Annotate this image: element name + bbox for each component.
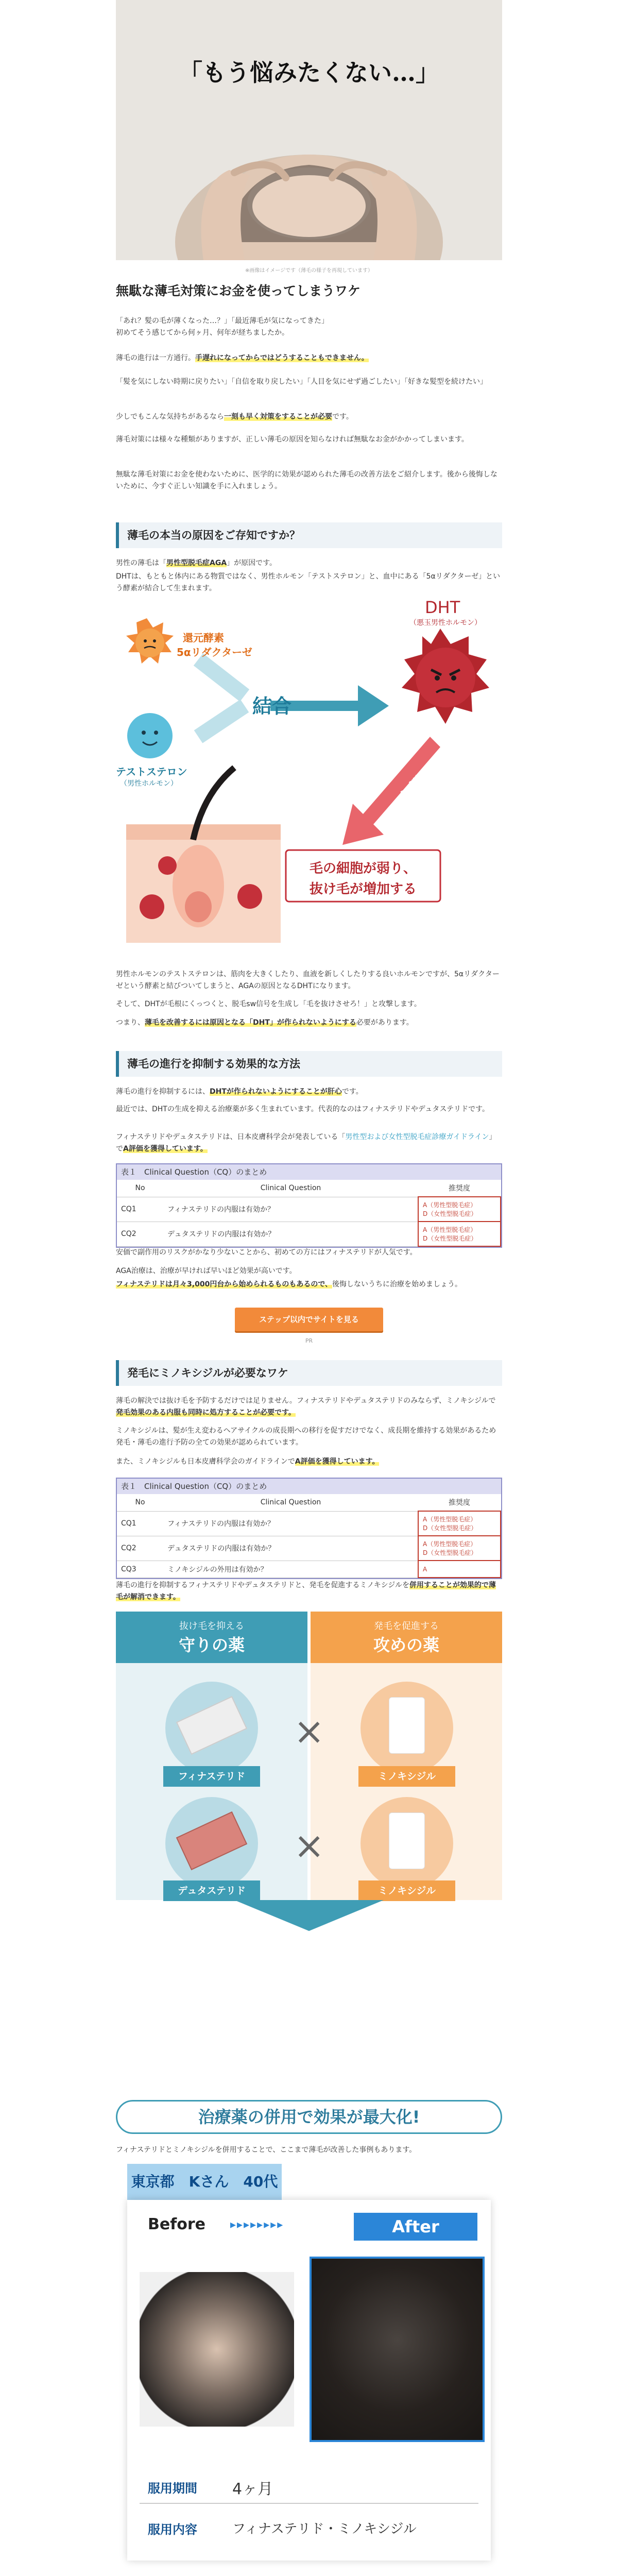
hero-caption: ※画像はイメージです（薄毛の様子を再現しています）: [245, 268, 373, 274]
s1-paragraph-5: 薄毛対策には様々な種類がありますが、正しい薄毛の原因を知らなければ無駄なお金がかかってしまいます。: [116, 435, 469, 444]
table-row: CQ1 フィナステリドの内服は有効か？ A（男性型脱毛症） D（女性型脱毛症）: [117, 1511, 501, 1536]
hero-illustration: [116, 0, 502, 260]
attack-label: 攻撃: [393, 772, 433, 812]
times-icon-2: ×: [294, 1824, 325, 1867]
s2-paragraph-3: 男性ホルモンのテストステロンは、筋肉を大きくしたり、血液を新しくしたりする良いホルモンですが、5αリダクターゼという酵素と結びついてしまうと、AGAの原因となるDHTになります。: [116, 970, 500, 990]
s4-paragraph-4: 薄毛の進行を抑制するフィナステリドやデュタステリドと、発毛を促進するミノキシジルを併用することが効果的で薄毛が解消できます。: [116, 1581, 496, 1601]
offense-header: 発毛を促進する 攻めの薬: [311, 1612, 502, 1663]
testosterone-label: テストステロン: [116, 766, 187, 778]
s3-paragraph-2: 最近では、DHTの生成を抑える治療薬が多く生まれています。代表的なのはフィナステリドやデュタステリドです。: [116, 1105, 489, 1113]
col-rec: 推奨度: [418, 1180, 501, 1197]
hero-quote: 「もう悩みたくない…」: [179, 59, 439, 87]
testosterone-sub: （男性ホルモン）: [120, 779, 178, 788]
case-body: [127, 2200, 491, 2561]
before-label: Before: [148, 2215, 206, 2233]
finasteride-pill-image: [165, 1682, 258, 1774]
s3-paragraph-5: AGA治療は、治療が早ければ早いほど効果が高いです。: [116, 1267, 297, 1275]
s1-paragraph-2: 薄毛の進行は一方通行。手遅れになってからではどうすることもできません。: [116, 354, 369, 362]
minoxidil-bottle-image-2: [360, 1797, 453, 1890]
dht-icon: [402, 629, 489, 724]
s3-paragraph-3: フィナステリドやデュタステリドは、日本皮膚科学会が発表している「男性型および女性型脱毛症診療ガイドライン」でA評価を獲得しています。: [116, 1133, 496, 1153]
defense-header: 抜け毛を抑える 守りの薬: [116, 1612, 307, 1663]
enzyme-label-2: 5αリダクターゼ: [177, 646, 252, 658]
effect-line-2: 抜け毛が増加する: [309, 882, 417, 897]
s1-paragraph-6: 無駄な薄毛対策にお金を使わないために、医学的に効果が認められた薄毛の改善方法をご紹介します。後から後悔しないために、今すぐ正しい知識を手に入れましょう。: [116, 470, 497, 490]
testosterone-icon: [127, 713, 173, 758]
clinical-question-table-1: [116, 1163, 502, 1248]
s2-paragraph-1: 男性の薄毛は「男性型脱毛症AGA」が原因です。: [116, 559, 277, 567]
table-title: 表１ Clinical Question（CQ）のまとめ: [117, 1479, 501, 1494]
table-row: CQ2 デュタステリドの内服は有効か？ A（男性型脱毛症） D（女性型脱毛症）: [117, 1222, 501, 1246]
s2-paragraph-4: そして、DHTが毛根にくっつくと、脱毛sw信号を生成し「毛を抜けさせろ！」と攻撃します。: [116, 1000, 421, 1008]
dutasteride-pill-image: [165, 1797, 258, 1890]
case-intro: フィナステリドとミノキシジルを併用することで、ここまで薄毛が改善した事例もあります。: [116, 2146, 417, 2154]
period-row: 服用期間 4ヶ月: [140, 2468, 478, 2504]
s1-paragraph-1: 「あれ？髪の毛が薄くなった…？」「最近薄毛が気になってきた」 初めてそう感じてから何ヶ月、何年が経ちましたか。: [116, 317, 329, 337]
case-card: [116, 2164, 502, 2576]
dht-label: DHT: [425, 598, 460, 617]
table-row: CQ1 フィナステリドの内服は有効か？ A（男性型脱毛症） D（女性型脱毛症）: [117, 1197, 501, 1222]
times-icon: ×: [294, 1709, 325, 1753]
dutasteride-label: デュタステリド: [163, 1880, 260, 1901]
section-title-hair-loss-cause: 薄毛の本当の原因をご存知ですか？: [116, 522, 502, 548]
after-label: After: [354, 2213, 477, 2241]
s2-paragraph-2: DHTは、もともと体内にある物質ではなく、男性ホルモン「テストステロン」と、血中にある「5αリダクターゼ」という酵素が結合して生まれます。: [116, 572, 501, 592]
case-label: 東京都 Kさん 40代: [127, 2164, 282, 2200]
guideline-link[interactable]: 男性型および女性型脱毛症診療ガイドライン: [345, 1133, 489, 1141]
down-arrow-icon: [116, 1900, 502, 1936]
s4-paragraph-2: ミノキシジルは、髪が生え変わるヘアサイクルの成長期への移行を促すだけでなく、成長期を維持する効果があるため発毛・薄毛の進行予防の全ての効果が認められています。: [116, 1427, 496, 1447]
dht-mechanism-diagram: [116, 598, 502, 958]
s4-paragraph-1: 薄毛の解決では抜け毛を予防するだけでは足りません。フィナステリドやデュタステリドのみならず、ミノキシジルで発毛効果のある内服も同時に処方することが必要です。: [116, 1397, 496, 1417]
section-title-minoxidil: 発毛にミノキシジルが必要なワケ: [116, 1360, 502, 1386]
s3-paragraph-6: フィナステリドは月々3,000円台から始められるものもあるので、後悔しないうちに治療を始めましょう。: [116, 1280, 462, 1289]
hero-image: [116, 0, 502, 260]
s3-paragraph-4: 安価で副作用のリスクがかなり少ないことから、初めての方にはフィナステリドが人気です。: [116, 1248, 417, 1257]
effect-line-1: 毛の細胞が弱り、: [309, 861, 417, 876]
minoxidil-label-2: ミノキシジル: [358, 1880, 455, 1901]
after-photo: [310, 2257, 485, 2442]
combination-banner: 治療薬の併用で効果が最大化!: [116, 2100, 502, 2134]
s2-paragraph-5: つまり、薄毛を改善するには原因となる「DHT」が作られないようにする必要があります。: [116, 1019, 414, 1027]
finasteride-label: フィナステリド: [163, 1766, 260, 1787]
cta-button-1[interactable]: ステップ以内でサイトを見る: [235, 1308, 383, 1331]
col-cq: Clinical Question: [163, 1180, 418, 1197]
content-row: 服用内容 フィナステリド・ミノキシジル: [148, 2521, 417, 2537]
enzyme-label-1: 還元酵素: [183, 632, 224, 644]
table-row: CQ3 ミノキシジルの外用は有効か？ A: [117, 1561, 501, 1578]
pr-label-1: PR: [305, 1337, 313, 1344]
s1-paragraph-4: 少しでもこんな気持ちがあるなら一刻も早く対策をすることが必要です。: [116, 413, 353, 421]
s4-paragraph-3: また、ミノキシジルも日本皮膚科学会のガイドラインでA評価を獲得しています。: [116, 1458, 380, 1466]
dht-sub: （悪玉男性ホルモン）: [409, 619, 482, 627]
table-row: CQ2 デュタステリドの内服は有効か？ A（男性型脱毛症） D（女性型脱毛症）: [117, 1536, 501, 1561]
s1-paragraph-3: 「髪を気にしない時期に戻りたい」「自信を取り戻したい」「人目を気にせず過ごしたい」「好きな髪型を続けたい」: [116, 378, 487, 386]
before-photo: [140, 2272, 294, 2427]
s3-paragraph-1: 薄毛の進行を抑制するには、DHTが作られないようにすることが肝心です。: [116, 1088, 363, 1096]
arrow-dots: ▸▸▸▸▸▸▸▸: [230, 2218, 284, 2231]
col-no: No: [117, 1180, 163, 1197]
combine-label: 結合: [252, 695, 292, 718]
minoxidil-bottle-image: [360, 1682, 453, 1774]
table-title: 表１ Clinical Question（CQ）のまとめ: [117, 1164, 501, 1180]
minoxidil-label: ミノキシジル: [358, 1766, 455, 1787]
section-title-effective-method: 薄毛の進行を抑制する効果的な方法: [116, 1051, 502, 1077]
section-title-wasted-money: 無駄な薄毛対策にお金を使ってしまうワケ: [116, 283, 361, 298]
medicine-combination-graphic: [116, 1612, 502, 1936]
enzyme-icon: [126, 618, 174, 664]
clinical-question-table-2: 表１ Clinical Question（CQ）のまとめ No Clinical Question 推奨度 CQ1 フィナステリドの内服は有効か？ A（男性型脱毛症） D（女性型脱毛症） CQ2 デュタステリドの内服は有効か？ A（男性型脱毛症） D（女性型脱毛症） CQ3 ミノキシジルの外用は有効か？ A: [116, 1478, 502, 1579]
